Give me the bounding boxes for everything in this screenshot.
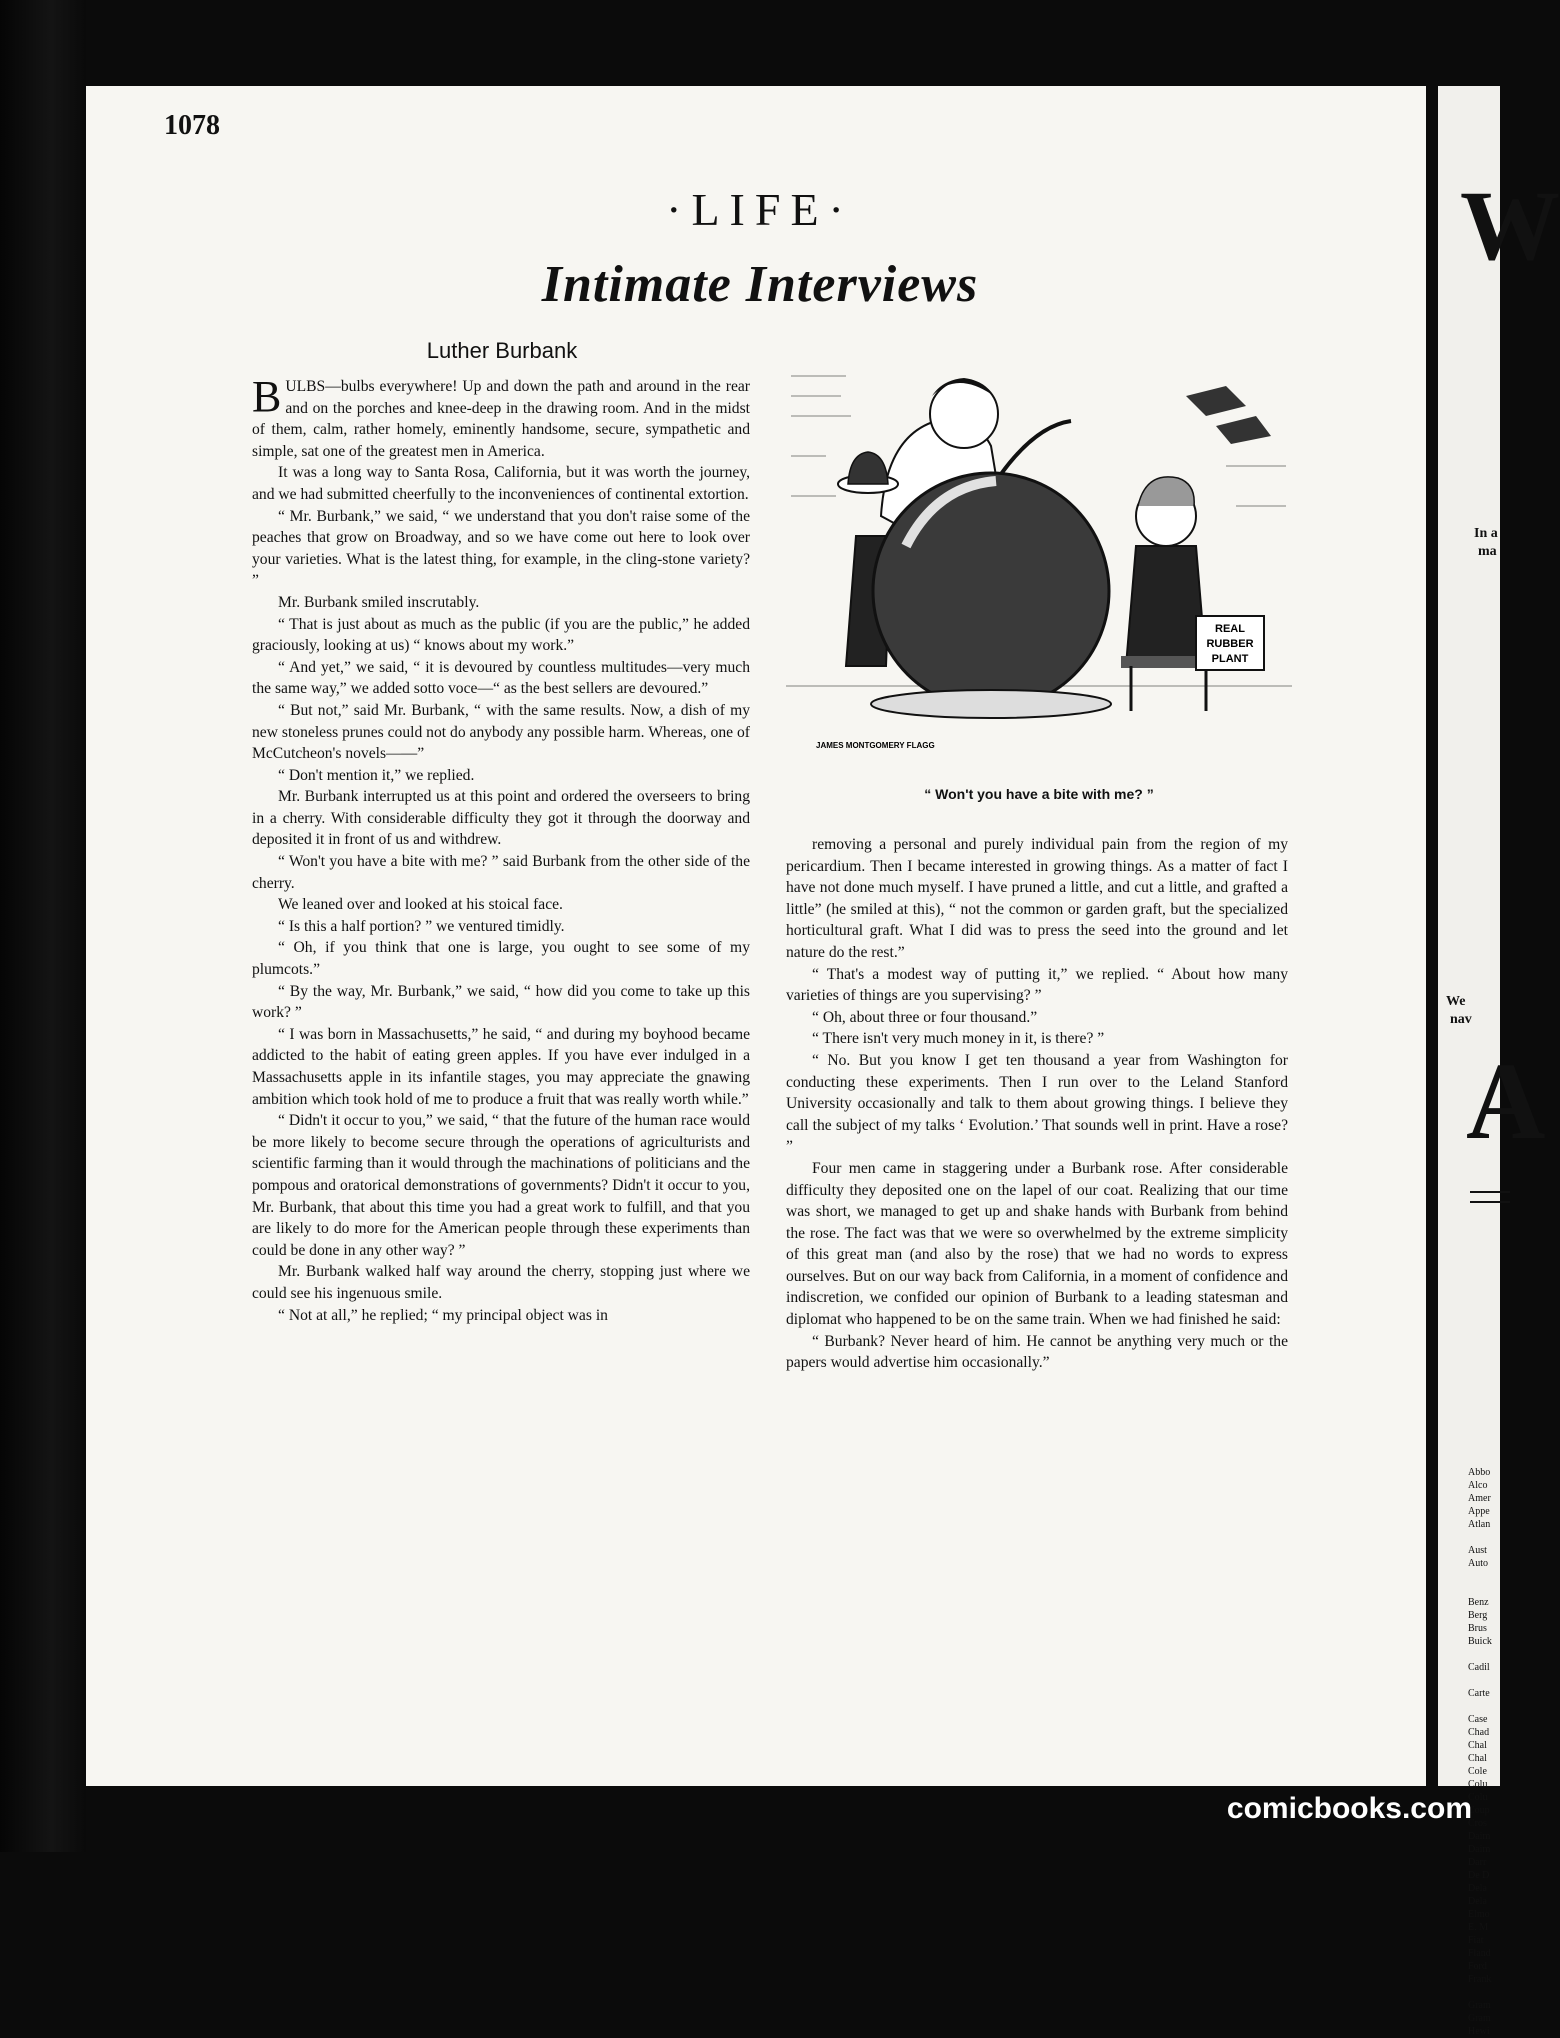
- article-paragraph: “ No. But you know I get ten thousand a year from Washington for conducting these experiments. Then I run over to the Leland Stanford University occasionally and talk to them about growing things. I believe they call the subject of my talks ‘ Evolution.’ That sounds well in print. Have a rose? ”: [786, 1051, 1288, 1156]
- watermark: comicbooks.com: [1226, 1792, 1472, 1825]
- sign-line-3: PLANT: [1211, 653, 1249, 665]
- article-paragraph: Mr. Burbank smiled inscrutably.: [278, 593, 480, 611]
- adjacent-page-list: Abbo Alco Amer Appe Atlan Aust Auto Benz Berg Brus Buick Cadil Carte Case Chad Chal Chal Cole Colu Colu Coup Cros Daim Daim Darr De D Dela Dela Elmo E. M Fiat Fland Ford Frank Gram Gram Hewi: [1468, 1467, 1492, 2037]
- giant-cherry: [873, 473, 1109, 709]
- headline: Intimate Interviews: [541, 256, 979, 313]
- adjacent-page-fragment: We: [1446, 994, 1466, 1009]
- sign-line-2: RUBBER: [1206, 638, 1254, 650]
- adjacent-page-rule: [1470, 1191, 1510, 1193]
- adjacent-page-edge: [1438, 86, 1560, 2037]
- article-paragraph: “ Mr. Burbank,” we said, “ we understand that you don't raise some of the peaches that grow on Broadway, and so we have come out here to look over your varieties. What is the latest thing, for example, in the cling-stone variety? ”: [252, 507, 750, 590]
- article-paragraph: “ But not,” said Mr. Burbank, “ with the same results. Now, a dish of my new stoneless prunes could not do anybody any possible harm. Whereas, one of McCutcheon's novels——”: [252, 701, 750, 763]
- sign-line-1: REAL: [1215, 623, 1245, 635]
- adjacent-page-fragment: In a: [1474, 526, 1498, 541]
- article-column-left: [252, 372, 750, 1326]
- article-paragraph: “ Is this a half portion? ” we ventured timidly.: [278, 917, 565, 935]
- article-paragraph: It was a long way to Santa Rosa, California, but it was worth the journey, and we had submitted cheerfully to the inconveniences of continental extortion.: [252, 464, 750, 503]
- article-paragraph: “ I was born in Massachusetts,” he said, “ and during my boyhood became addicted to the habit of eating green apples. If you have ever indulged in a Massachusetts apple in its infantile stages, you may appreciate the gnawing ambition which took hold of me to produce a fruit that was really worth while.”: [252, 1025, 750, 1108]
- article-paragraph: “ By the way, Mr. Burbank,” we said, “ how did you come to take up this work? ”: [252, 982, 750, 1022]
- scan-left-edge: [0, 0, 86, 1852]
- article-paragraph: Four men came in staggering under a Burbank rose. After considerable difficulty they deposited one on the lapel of our coat. Realizing that our time was short, we managed to get up and shake hands with Burbank from behind the rose. The fact was that we were so overwhelmed by the extreme simplicity of this great man (and also by the rose) that we had no words to express ourselves. But on our way back from California, in a moment of confidence and indiscretion, we confided our opinion of Burbank to a leading statesman and diplomat who happened to be on the same train. When we had finished he said:: [786, 1159, 1288, 1329]
- article-paragraph: removing a personal and purely individual pain from the region of my pericardium. Then I became interested in growing things. As a matter of fact I have not done much myself. I have pruned a little, and cut a little, and grafted a little” (he smiled at this), “ not the common or garden graft, but the specialized horticultural graft. What I did was to press the seed into the ground and let nature do the rest.”: [786, 836, 1288, 961]
- article-paragraph: “ Don't mention it,” we replied.: [278, 766, 475, 784]
- article-paragraph: “ There isn't very much money in it, is there? ”: [812, 1030, 1105, 1048]
- artist-signature: JAMES MONTGOMERY FLAGG: [816, 741, 935, 750]
- page-number: 1078: [164, 110, 220, 141]
- article-paragraph: We leaned over and looked at his stoical face.: [278, 896, 563, 914]
- article-paragraph: “ Won't you have a bite with me? ” said Burbank from the other side of the cherry.: [252, 853, 750, 892]
- article-paragraph: “ That is just about as much as the public (if you are the public,” he added graciously, looking at us) “ knows about my work.”: [252, 615, 750, 655]
- cartoon-illustration: [786, 366, 1292, 756]
- article-paragraph: Mr. Burbank walked half way around the cherry, stopping just where we could see his ingenuous smile.: [252, 1263, 750, 1302]
- article-paragraph: “ Didn't it occur to you,” we said, “ that the future of the human race would be more likely to become secure through the operations of agriculturists and scientific farming than it would through the machinations of politicians and the pompous and oratorical demonstrations of governments? Didn't it occur to you, Mr. Burbank, that about this time you had a great work to fulfill, and that you are likely to do more for the American people through these experiments than could be done in any other way? ”: [252, 1112, 750, 1259]
- byline: Luther Burbank: [426, 338, 578, 363]
- article-column-right: [786, 834, 1288, 1374]
- adjacent-page-fragment: nav: [1450, 1012, 1472, 1027]
- article-paragraph: “ That's a modest way of putting it,” we replied. “ About how many varieties of things are you supervising? ”: [786, 965, 1288, 1005]
- seated-man: [1126, 546, 1206, 666]
- article-paragraph: “ Oh, if you think that one is large, you ought to see some of my plumcots.”: [252, 939, 750, 979]
- article-paragraph: “ Oh, about three or four thousand.”: [812, 1008, 1038, 1026]
- article-paragraph: BULBS—bulbs everywhere! Up and down the path and around in the rear and on the porches and knee-deep in the drawing room. And in the midst of them, calm, rather homely, eminently handsome, secure, sympathetic and simple, sat one of the greatest men in America.: [252, 372, 750, 460]
- adjacent-page-rule: [1470, 1201, 1510, 1203]
- adjacent-page-letter-top: W: [1460, 170, 1560, 281]
- adjacent-page-letter-mid: A: [1466, 1040, 1546, 1162]
- article-paragraph: “ Burbank? Never heard of him. He cannot be anything very much or the papers would advertise him occasionally.”: [786, 1332, 1288, 1372]
- article-paragraph: “ And yet,” we said, “ it is devoured by countless multitudes—very much the same way,” we added sotto voce—“ as the best sellers are devoured.”: [252, 658, 750, 698]
- article-paragraph: Mr. Burbank interrupted us at this point and ordered the overseers to bring in a cherry. With considerable difficulty they got it through the doorway and deposited it in front of us and withdrew.: [252, 788, 750, 849]
- drop-cap: B: [252, 372, 282, 421]
- masthead: ·LIFE·: [666, 184, 854, 235]
- illustration-caption: “ Won't you have a bite with me? ”: [924, 786, 1154, 802]
- adjacent-page-fragment: ma: [1478, 544, 1497, 559]
- article-paragraph: “ Not at all,” he replied; “ my principal object was in: [278, 1306, 608, 1324]
